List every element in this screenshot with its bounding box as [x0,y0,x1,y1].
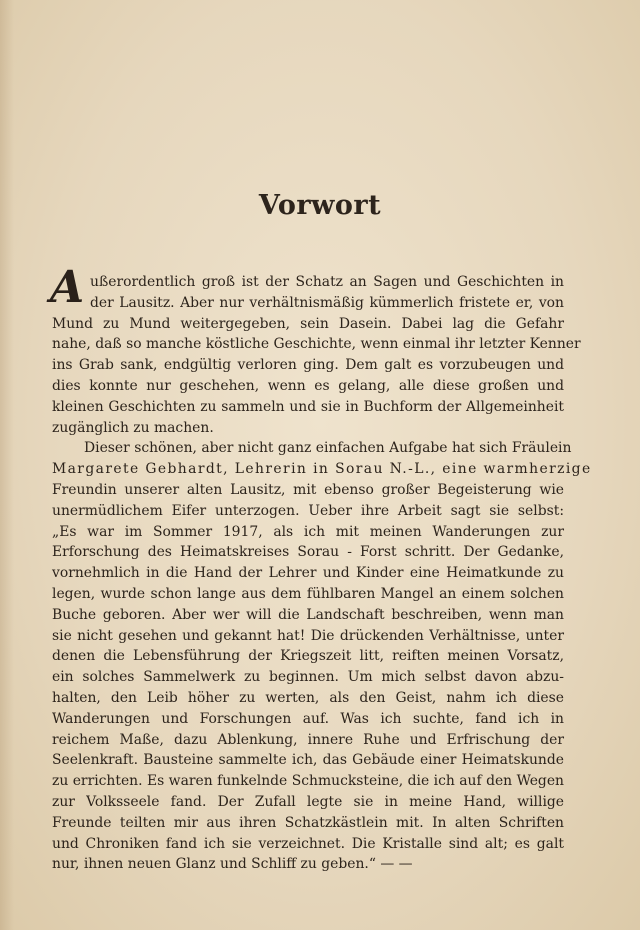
text-line: zugänglich zu machen. [52,419,214,436]
text-line: Erforschung des Heimatskreises Sorau - Forst schritt. Der Gedanke, [52,544,564,561]
text-line: Wanderungen und Forschungen auf. Was ich suchte, fand ich in [52,710,564,727]
page-title: Vorwort [258,190,382,221]
text-line: ußerordentlich groß ist der Schatz an Sagen und Geschichten in [90,274,564,290]
text-line: reichem Maße, dazu Ablenkung, innere Ruhe und Erfrischung der [52,731,564,748]
text-line: nahe, daß so manche köstliche Geschichte, wenn einmal ihr letzter Kenner [52,336,581,353]
text-line: Seelenkraft. Bausteine sammelte ich, das Gebäude einer Heimatskunde [52,752,564,769]
text-line: „Es war im Sommer 1917, als ich mit meinen Wanderungen zur [52,523,564,540]
text-line: ins Grab sank, endgültig verloren ging. Dem galt es vorzubeugen und [52,357,564,374]
text-line: Mund zu Mund weitergegeben, sein Dasein. Dabei lag die Gefahr [52,315,564,332]
text-line: der Lausitz. Aber nur verhältnismäßig kümmerlich fristete er, von [90,294,564,311]
text-line: sie nicht gesehen und gekannt hat! Die drückenden Verhältnisse, unter [52,627,564,644]
text-line: zur Volksseele fand. Der Zufall legte sie in meine Hand, willige [52,793,564,810]
text-line: Buche geboren. Aber wer will die Landschaft beschreiben, wenn man [52,606,564,623]
text-line: Freunde teilten mir aus ihren Schatzkästlein mit. In alten Schriften [52,814,564,831]
foreword-text [50,262,592,875]
text-line: halten, den Leib höher zu werten, als den Geist, nahm ich diese [52,689,564,706]
text-line: nur, ihnen neuen Glanz und Schliff zu geben.“ — — [52,856,413,873]
paragraph-2 [52,438,592,875]
text-line: Freundin unserer alten Lausitz, mit ebenso großer Begeisterung wie [52,481,564,498]
text-line: ein solches Sammelwerk zu beginnen. Um mich selbst davon abzu- [52,669,564,686]
text-line: kleinen Geschichten zu sammeln und sie in Buchform der Allgemeinheit [52,398,564,415]
paragraph-1 [50,262,581,438]
text-line: und Chroniken fand ich sie verzeichnet. Die Kristalle sind alt; es galt [52,835,564,852]
text-line: Margarete Gebhardt, Lehrerin in Sorau N.-L., eine warmherzige [52,461,592,478]
drop-cap-initial: A [50,262,85,313]
text-line: Dieser schönen, aber nicht ganz einfachen Aufgabe hat sich Fräulein [84,440,572,457]
text-line: legen, wurde schon lange aus dem fühlbaren Mangel an einem solchen [52,585,564,602]
text-line: zu errichten. Es waren funkelnde Schmucksteine, die ich auf den Wegen [52,773,564,790]
text-line: unermüdlichem Eifer unterzogen. Ueber ihre Arbeit sagt sie selbst: [52,502,564,519]
text-line: denen die Lebensführung der Kriegszeit litt, reiften meinen Vorsatz, [52,648,564,665]
text-line: vornehmlich in die Hand der Lehrer und Kinder eine Heimatkunde zu [52,565,564,582]
text-line: dies konnte nur geschehen, wenn es gelang, alle diese großen und [52,377,564,394]
